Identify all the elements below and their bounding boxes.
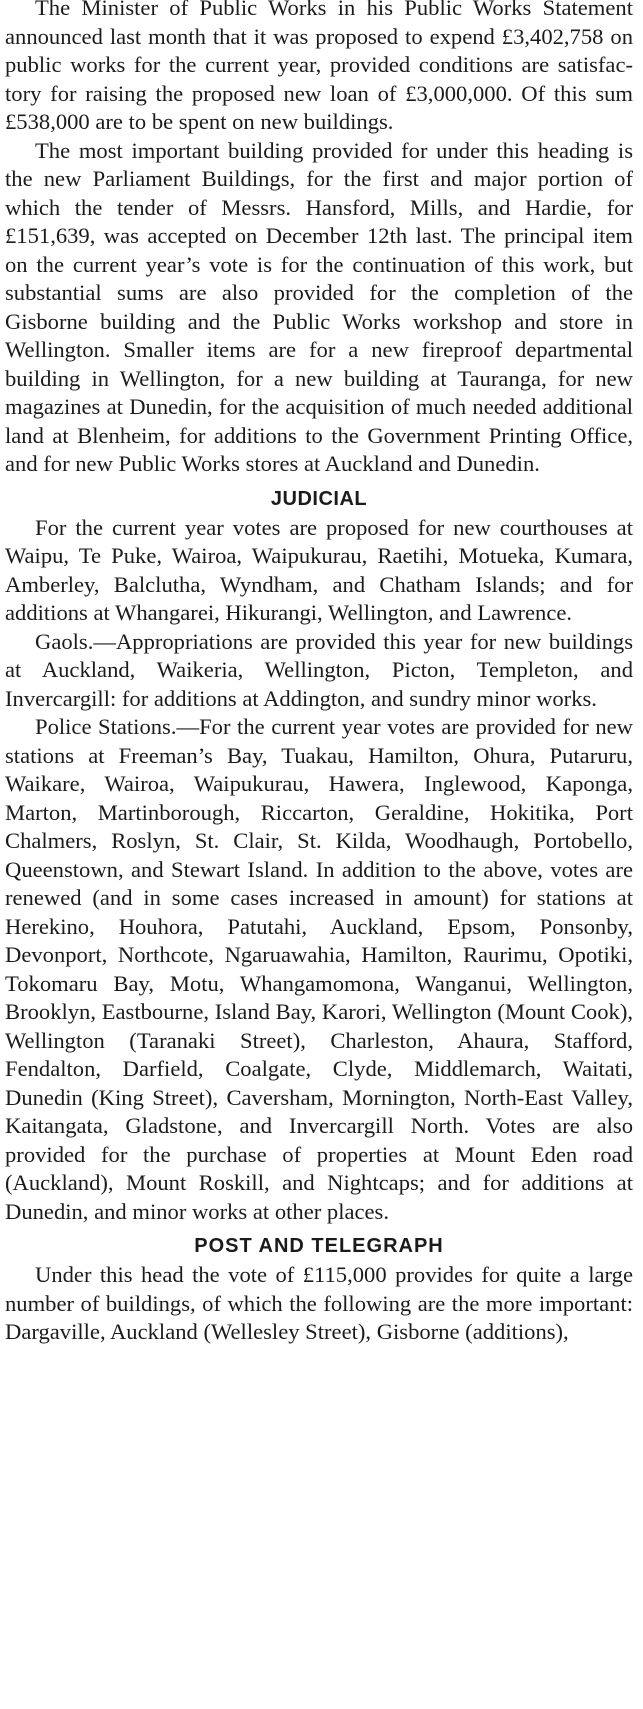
- judicial-paragraph-courthouses: For the current year votes are proposed for new courthouses at Waipu, Te Puke, Wairoa, Waipukurau, Raetihi, Motueka, Kumara, Amberley, Balclutha, Wyndham, and Chatham Islands; and for additions at Whangarei, Hikurangi, Wellington, and Lawrence.: [5, 514, 633, 625]
- intro-paragraph-1: The Minister of Public Works in his Public Works Statement announced last month that it was proposed to expend £3,402,758 on public works for the current year, provided conditions are satisfactory for raising the proposed new loan of £3,000,000. Of this sum £538,000 are to be spent on new buildings.: [5, 0, 633, 134]
- judicial-paragraph-police-stations: Police Stations.—For the current year votes are provided for new stations at Freeman’s Bay, Tuakau, Hamilton, Ohura, Putaruru, Waikare, Wairoa, Waipukurau, Hawera, Inglewood, Kaponga, Marton, Martinborough, Riccarton, Geraldine, Hokitika, Port Chalmers, Roslyn, St. Clair, St. Kilda, Woodhaugh, Portobello, Queenstown, and Stewart Island. In addition to the above, votes are renewed (and in some cases increased in amount) for stations at Herekino, Houhora, Patutahi, Auckland, Epsom, Ponsonby, Devonport, Northcote, Ngaruawahia, Hamilton, Raurimu, Opotiki, Tokomaru Bay, Motu, Whangamomona, Wanganui, Wellington, Brooklyn, Eastbourne, Island Bay, Karori, Wellington (Mount Cook), Wellington (Taranaki Street), Charleston, Ahaura, Stafford, Fendalton, Darfield, Coalgate, Clyde, Middlemarch, Waitati, Dunedin (King Street), Caversham, Mornington, North-East Valley, Kaitangata, Gladstone, and Invercargill North. Votes are also provided for the purchase of properties at Mount Eden road (Auckland), Mount Roskill, and Nightcaps; and for additions at Dunedin, and minor works at other places.: [5, 714, 633, 1224]
- intro-paragraph-2: The most important building provided for under this heading is the new Parliament Buildings, for the first and major portion of which the tender of Messrs. Hansford, Mills, and Hardie, for £151,639, was accepted on December 12th last. The principal item on the current year’s vote is for the continuation of this work, but substantial sums are also provided for the completion of the Gisborne building and the Public Works workshop and store in Wellington. Smaller items are for a new fireproof departmental building in Wellington, for a new building at Tauranga, for new magazines at Dunedin, for the acquisition of much needed additional land at Blenheim, for additions to the Government Printing Office, and for new Public Works stores at Auckland and Dunedin.: [5, 137, 633, 476]
- section-heading-post-and-telegraph: POST AND TELEGRAPH: [194, 1235, 444, 1257]
- post-telegraph-paragraph: Under this head the vote of £115,000 provides for quite a large number of buildings, of which the following are the more important: Dargaville, Auckland (Wellesley Street), Gisborne (additions),: [5, 1262, 633, 1344]
- judicial-paragraph-gaols: Gaols.—Appropriations are provided this year for new buildings at Auckland, Waikeria, Wellington, Picton, Templeton, and Invercargill: for additions at Addington, and sundry minor works.: [5, 628, 633, 711]
- section-heading-judicial: JUDICIAL: [270, 487, 368, 510]
